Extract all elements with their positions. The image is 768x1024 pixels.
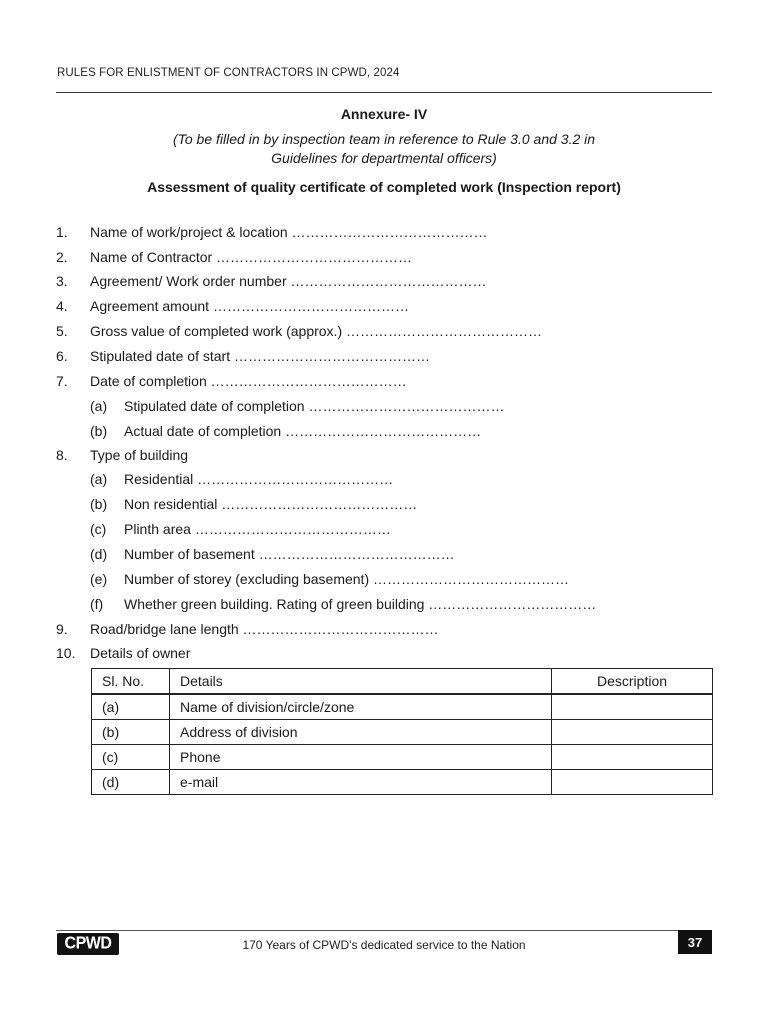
table-row xyxy=(92,745,713,770)
column-header-description: Description xyxy=(552,669,713,695)
subitem-label: Plinth area …………………………………… xyxy=(124,521,391,537)
table-cell-details: Name of division/circle/zone xyxy=(170,694,552,720)
subitem-number: (b) xyxy=(90,496,108,512)
item-number: 7. xyxy=(56,373,68,389)
subitem-number: (d) xyxy=(90,546,108,562)
item-number: 1. xyxy=(56,224,68,240)
column-header-sl-no: Sl. No. xyxy=(92,669,170,695)
item-label: Name of Contractor …………………………………… xyxy=(90,249,413,265)
subitem-number: (a) xyxy=(90,398,108,414)
table-header-row xyxy=(92,669,713,695)
item-label: Stipulated date of start …………………………………… xyxy=(90,348,430,364)
owner-details-table xyxy=(91,668,713,795)
subitem-label: Number of storey (excluding basement) …………………………………… xyxy=(124,571,569,587)
table-cell-description xyxy=(552,720,713,745)
subitem-number: (a) xyxy=(90,471,108,487)
item-label: Gross value of completed work (approx.) …………………………………… xyxy=(90,323,542,339)
subitem-label: Actual date of completion …………………………………… xyxy=(124,423,482,439)
item-number: 6. xyxy=(56,348,68,364)
subtitle-line-2: Guidelines for departmental officers) xyxy=(271,150,497,166)
table-cell-description xyxy=(552,745,713,770)
item-number: 8. xyxy=(56,447,68,463)
item-number: 2. xyxy=(56,249,68,265)
header-divider xyxy=(56,92,712,93)
annexure-title: Annexure- IV xyxy=(340,106,428,122)
subitem-number: (e) xyxy=(90,571,108,587)
subitem-label: Residential …………………………………… xyxy=(124,471,394,487)
item-number: 3. xyxy=(56,273,68,289)
subitem-number: (b) xyxy=(90,423,108,439)
table-row xyxy=(92,694,713,720)
subitem-label: Stipulated date of completion …………………………………… xyxy=(124,398,505,414)
subitem-label: Whether green building. Rating of green building ……………………………… xyxy=(124,596,597,612)
annexure-subtitle xyxy=(0,130,768,168)
item-label: Name of work/project & location …………………………………… xyxy=(90,224,488,240)
item-number: 4. xyxy=(56,298,68,314)
item-number: 5. xyxy=(56,323,68,339)
footer-divider xyxy=(56,930,712,931)
subitem-label: Number of basement …………………………………… xyxy=(124,546,455,562)
logo-text: CPWD xyxy=(64,934,112,953)
table-cell-details: e-mail xyxy=(170,770,552,795)
item-label: Road/bridge lane length …………………………………… xyxy=(90,621,439,637)
table-cell-sl-no: (d) xyxy=(92,770,170,795)
item-number: 10. xyxy=(56,645,76,661)
item-label: Type of building xyxy=(90,447,189,463)
subitem-label: Non residential …………………………………… xyxy=(124,496,418,512)
report-title: Assessment of quality certificate of completed work (Inspection report) xyxy=(147,179,621,195)
item-number: 9. xyxy=(56,621,68,637)
item-label: Agreement/ Work order number …………………………………… xyxy=(90,273,487,289)
subitem-number: (f) xyxy=(90,596,104,612)
page-number: 37 xyxy=(678,930,712,954)
running-header: RULES FOR ENLISTMENT OF CONTRACTORS IN CPWD, 2024 xyxy=(57,67,400,79)
table-cell-description xyxy=(552,770,713,795)
item-label: Details of owner xyxy=(90,645,191,661)
item-label: Agreement amount …………………………………… xyxy=(90,298,409,314)
table-row xyxy=(92,720,713,745)
table-row xyxy=(92,770,713,795)
column-header-details: Details xyxy=(170,669,552,695)
table-cell-sl-no: (a) xyxy=(92,694,170,720)
table-cell-details: Phone xyxy=(170,745,552,770)
table-cell-sl-no: (c) xyxy=(92,745,170,770)
footer-tagline: 170 Years of CPWD's dedicated service to the Nation xyxy=(242,938,526,952)
subitem-number: (c) xyxy=(90,521,107,537)
table-cell-details: Address of division xyxy=(170,720,552,745)
table-cell-sl-no: (b) xyxy=(92,720,170,745)
item-label: Date of completion …………………………………… xyxy=(90,373,407,389)
subtitle-line-1: (To be filled in by inspection team in reference to Rule 3.0 and 3.2 in xyxy=(172,131,596,147)
table-cell-description xyxy=(552,694,713,720)
